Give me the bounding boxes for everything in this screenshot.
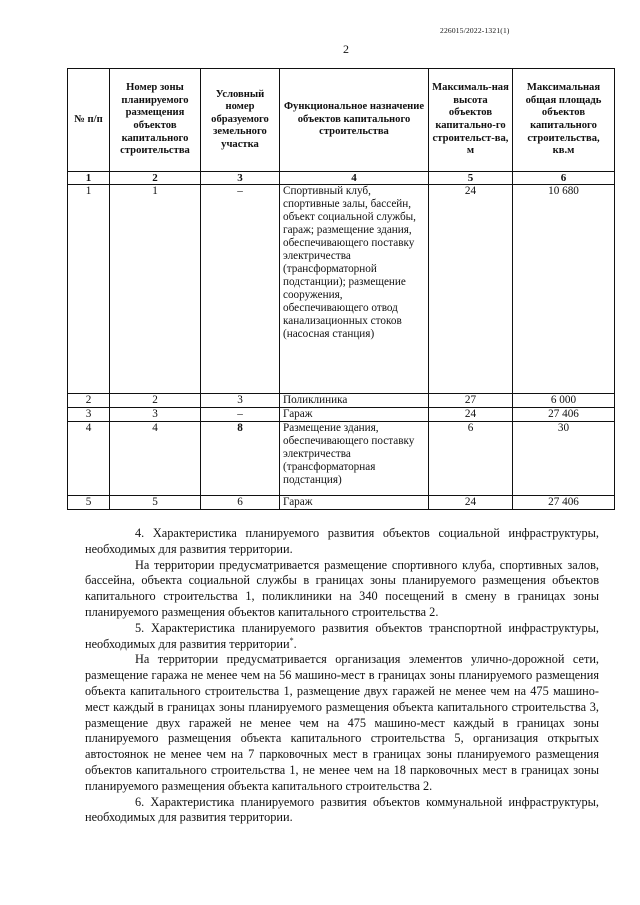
- cell-height: 6: [429, 422, 513, 496]
- cell-plot: 6: [201, 496, 280, 510]
- cell-plot: 3: [201, 394, 280, 408]
- section-4-heading: 4. Характеристика планируемого развития объектов социальной инфраструктуры, необходимых для развития территории.: [85, 526, 599, 556]
- table-row: [68, 394, 615, 408]
- cell-function: Спортивный клуб, спортивные залы, бассейн, объект социальной службы, гараж; размещение здания, обеспечивающего поставку электричества (трансформаторной подстанции); размещение сооружения, обеспечивающего отвод канализационных стоков (насосная станция): [280, 185, 429, 394]
- cell-zone: 1: [110, 185, 201, 394]
- table-header-row: [68, 69, 615, 172]
- cell-zone: 4: [110, 422, 201, 496]
- col-number: 3: [201, 172, 280, 185]
- cell-zone: 2: [110, 394, 201, 408]
- col-number: 4: [280, 172, 429, 185]
- table-row: [68, 422, 615, 496]
- cell-num: 3: [68, 408, 110, 422]
- cell-area: 27 406: [513, 496, 615, 510]
- cell-function: Гараж: [280, 496, 429, 510]
- col-number: 6: [513, 172, 615, 185]
- cell-area: 30: [513, 422, 615, 496]
- cell-area: 6 000: [513, 394, 615, 408]
- col-header-height: Максималь-ная высота объектов капитально-го строительст-ва, м: [429, 69, 513, 172]
- section-4-text: На территории предусматривается размещение спортивного клуба, спортивных залов, бассейна, объекта социальной службы в границах зоны планируемого размещения объектов капитального строительства 1, поликлиники на 340 посещений в смену в границах зоны планируемого размещения объектов капитального строительства 2.: [85, 557, 599, 619]
- cell-num: 1: [68, 185, 110, 394]
- page-number: 2: [343, 42, 349, 56]
- cell-height: 27: [429, 394, 513, 408]
- col-number: 2: [110, 172, 201, 185]
- section-5-heading: 5. Характеристика планируемого развития объектов транспортной инфраструктуры, необходимых для развития территории*.: [85, 620, 599, 651]
- cell-plot: –: [201, 185, 280, 394]
- cell-zone: 3: [110, 408, 201, 422]
- cell-function: Поликлиника: [280, 394, 429, 408]
- cell-zone: 5: [110, 496, 201, 510]
- section-5-text: На территории предусматривается организация элементов улично-дорожной сети, размещение гаража не менее чем на 56 машино-мест в границах зоны планируемого размещения объекта капитального строительства 1, размещение двух гаражей не менее чем на 475 машино-мест каждый в границах зоны планируемого размещения объекта капитального строительства 3, размещение двух гаражей не менее чем на 475 машино-мест каждый в границах зоны планируемого размещения объекта капитального строительства 5, организация открытых автостоянок не менее чем на 7 парковочных мест в границах зоны планируемого размещения объектов капитального строительства 1, не менее чем на 18 парковочных мест в границах зоны планируемого размещения объекта капитального строительства 2.: [85, 652, 599, 793]
- table-row: [68, 185, 615, 394]
- cell-function: Гараж: [280, 408, 429, 422]
- table-row: [68, 496, 615, 510]
- cell-plot: 8: [201, 422, 280, 496]
- cell-height: 24: [429, 408, 513, 422]
- col-number: 1: [68, 172, 110, 185]
- cell-function: Размещение здания, обеспечивающего поставку электричества (трансформаторная подстанция): [280, 422, 429, 496]
- cell-height: 24: [429, 185, 513, 394]
- col-header-zone: Номер зоны планируемого размещения объектов капитального строительства: [110, 69, 201, 172]
- col-number: 5: [429, 172, 513, 185]
- zones-table: [67, 68, 615, 510]
- col-header-num: № п/п: [68, 69, 110, 172]
- cell-num: 4: [68, 422, 110, 496]
- cell-area: 10 680: [513, 185, 615, 394]
- section-5-heading-text: 5. Характеристика планируемого развития объектов транспортной инфраструктуры, необходимых для развития территории: [85, 620, 599, 651]
- cell-area: 27 406: [513, 408, 615, 422]
- cell-plot: –: [201, 408, 280, 422]
- table-row: [68, 408, 615, 422]
- column-numbers-row: [68, 172, 615, 185]
- col-header-function: Функциональное назначение объектов капитального строительства: [280, 69, 429, 172]
- cell-num: 2: [68, 394, 110, 408]
- cell-num: 5: [68, 496, 110, 510]
- col-header-area: Максимальная общая площадь объектов капитального строительства, кв.м: [513, 69, 615, 172]
- cell-height: 24: [429, 496, 513, 510]
- footnote-mark: *: [289, 635, 294, 645]
- document-number: 226015/2022-1321(1): [440, 26, 510, 35]
- col-header-plot: Условный номер образуемого земельного участка: [201, 69, 280, 172]
- section-4: [85, 526, 599, 826]
- section-6-heading: 6. Характеристика планируемого развития объектов коммунальной инфраструктуры, необходимых для развития территории.: [85, 794, 599, 825]
